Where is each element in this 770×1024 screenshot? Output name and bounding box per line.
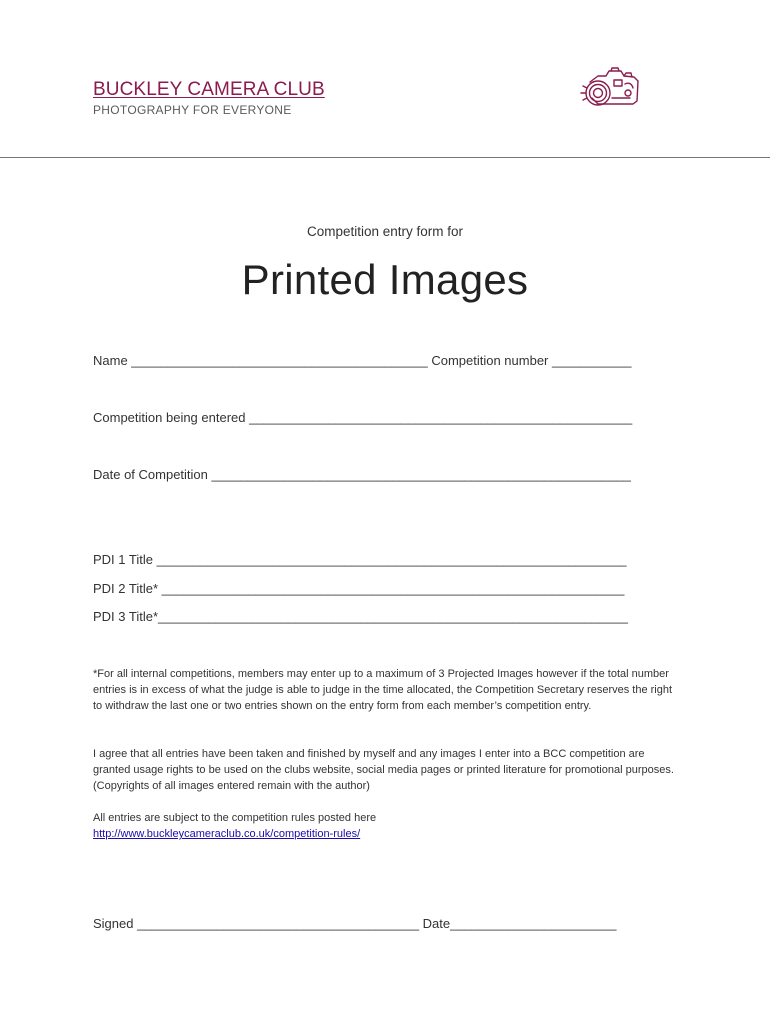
entries-footnote: *For all internal competitions, members may enter up to a maximum of 3 Projected Images however if the total number entries is in excess of what the judge is able to judge in the time allocated, the Competition Secretary reserves the right to withdraw the last one or two entries shown on the entry form from each member’s competition entry.: [93, 668, 673, 713]
header-divider: [0, 157, 770, 158]
club-name: BUCKLEY CAMERA CLUB: [93, 79, 325, 100]
pdi-1-title-field[interactable]: PDI 1 Title _________________________________________________________________: [93, 552, 627, 567]
rules-text: All entries are subject to the competition rules posted here: [93, 812, 377, 824]
form-subtitle: Competition entry form for: [306, 224, 464, 239]
name-field[interactable]: Name _________________________________________ Competition number ___________: [93, 353, 632, 368]
pdi-2-title-field[interactable]: PDI 2 Title* ________________________________________________________________: [93, 581, 625, 596]
page-title: Printed Images: [241, 256, 529, 303]
pdi-3-title-field[interactable]: PDI 3 Title*_________________________________________________________________: [93, 609, 628, 624]
usage-agreement: I agree that all entries have been taken and finished by myself and any images I enter into a BCC competition are granted usage rights to be used on the clubs website, social media pages or printed literature for promotional purposes. (Copyrights of all images entered remain with the author): [93, 748, 674, 793]
competition-entered-field[interactable]: Competition being entered _____________________________________________________: [93, 410, 633, 425]
competition-rules-link[interactable]: http://www.buckleycameraclub.co.uk/competition-rules/: [93, 828, 361, 841]
camera-icon: [578, 64, 644, 112]
signature-field[interactable]: Signed _______________________________________ Date_______________________: [93, 916, 617, 931]
club-tagline: PHOTOGRAPHY FOR EVERYONE: [93, 103, 292, 117]
competition-date-field[interactable]: Date of Competition __________________________________________________________: [93, 467, 631, 482]
